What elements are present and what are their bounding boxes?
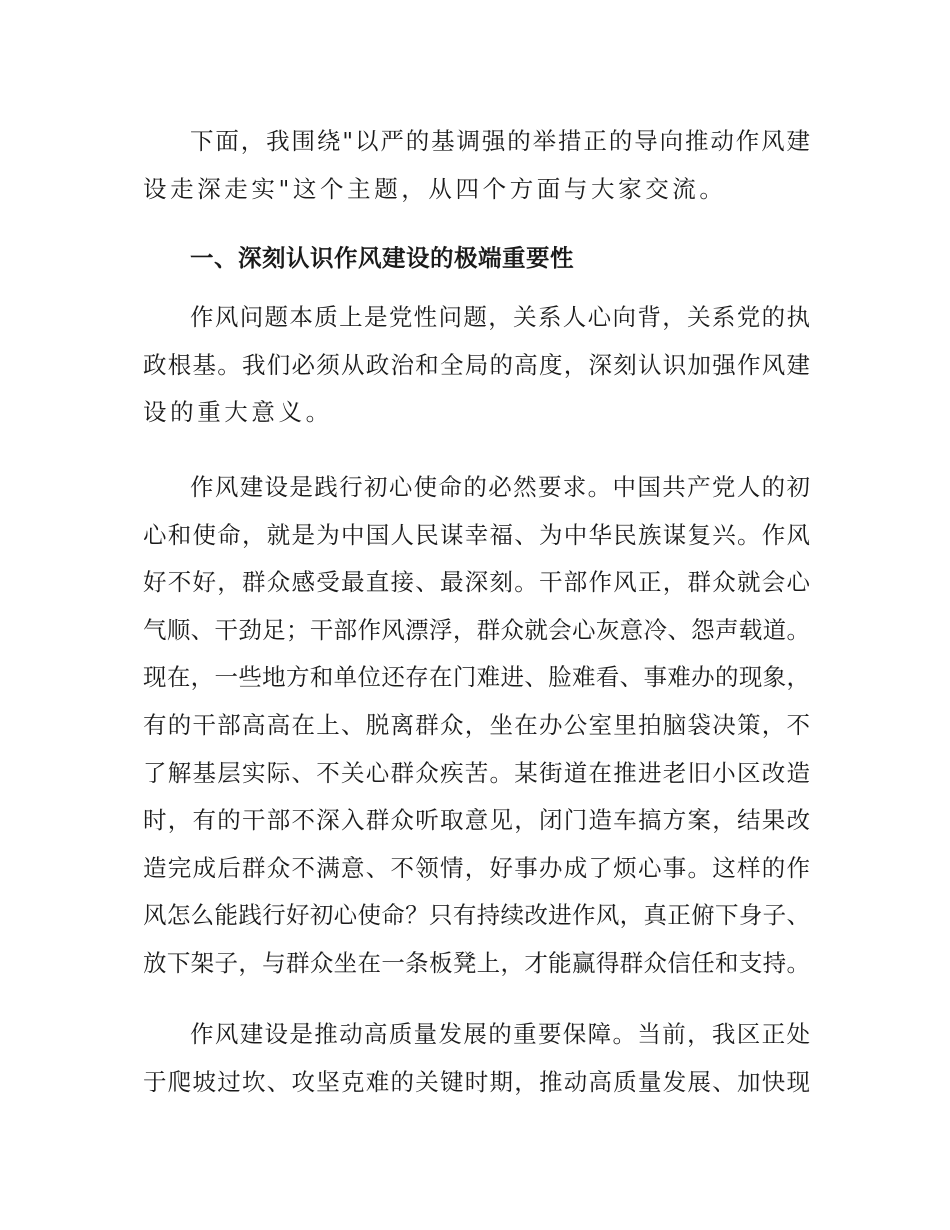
text-line: 心和使命，就是为中国人民谋幸福、为中华民族谋复兴。作风 — [143, 520, 810, 549]
text-line: 现在，一些地方和单位还存在门难进、脸难看、事难办的现象， — [143, 663, 810, 692]
text-line: 设的重大意义。 — [143, 398, 333, 427]
text-line: 作风建设是推动高质量发展的重要保障。当前，我区正处 — [190, 1020, 810, 1048]
text-line: 有的干部高高在上、脱离群众，坐在办公室里拍脑袋决策，不 — [143, 710, 810, 739]
paragraph-2 — [143, 464, 810, 988]
text-line: 气顺、干劲足；干部作风漂浮，群众就会心灰意冷、怨声载道。 — [143, 615, 810, 644]
text-line: 于爬坡过坎、攻坚克难的关键时期，推动高质量发展、加快现 — [143, 1067, 810, 1096]
text-line: 放下架子，与群众坐在一条板凳上，才能赢得群众信任和支持。 — [143, 948, 810, 977]
text-line: 设走深走实"这个主题，从四个方面与大家交流。 — [143, 174, 727, 203]
paragraph-3 — [143, 1011, 810, 1106]
text-line: 政根基。我们必须从政治和全局的高度，深刻认识加强作风建 — [143, 350, 810, 379]
text-line: 了解基层实际、不关心群众疾苦。某街道在推进老旧小区改造 — [143, 758, 810, 787]
text-line: 时，有的干部不深入群众听取意见，闭门造车搞方案，结果改 — [143, 806, 810, 835]
intro-paragraph — [143, 118, 810, 213]
text-line: 造完成后群众不满意、不领情，好事办成了烦心事。这样的作 — [143, 853, 810, 882]
section-heading: 一、深刻认识作风建设的极端重要性 — [190, 244, 574, 272]
text-line: 风怎么能践行好初心使命？只有持续改进作风，真正俯下身子、 — [143, 901, 810, 930]
text-line: 作风建设是践行初心使命的必然要求。中国共产党人的初 — [190, 473, 810, 501]
text-line: 作风问题本质上是党性问题，关系人心向背，关系党的执 — [190, 303, 810, 331]
paragraph-1 — [143, 294, 810, 437]
text-line: 下面，我围绕"以严的基调强的举措正的导向推动作风建 — [190, 127, 810, 155]
text-line: 好不好，群众感受最直接、最深刻。干部作风正，群众就会心 — [143, 568, 810, 597]
